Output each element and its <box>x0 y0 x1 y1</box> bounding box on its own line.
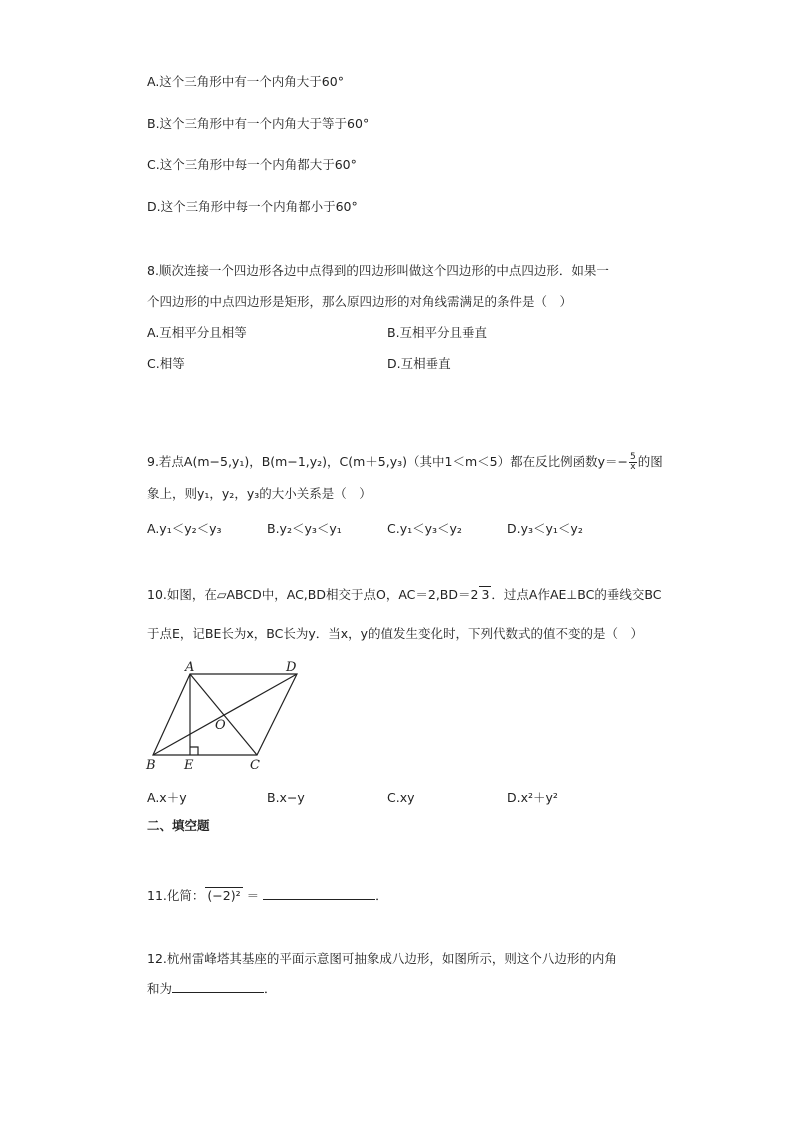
q10-sqrt: 3 <box>481 587 490 602</box>
q7-option-b: B.这个三角形中有一个内角大于等于60° <box>147 116 370 131</box>
q7-option-c: C.这个三角形中每一个内角都大于60° <box>147 157 357 172</box>
q10-stem-part2: ．过点A作AE⊥BC的垂线交BC <box>491 587 662 602</box>
q11-prefix: 11.化简： <box>147 888 205 903</box>
label-a: A <box>185 660 195 675</box>
q8-option-a: A.互相平分且相等 <box>147 325 247 340</box>
q12-stem-line2 <box>147 980 277 997</box>
label-d: D <box>286 660 297 675</box>
q11-radical: (−2)² <box>207 888 241 903</box>
q9-option-c: C.y₁＜y₃＜y₂ <box>387 521 462 536</box>
q10-stem-line1 <box>147 586 661 603</box>
q10-stem-part1: 10.如图，在▱ABCD中，AC,BD相交于点O，AC＝2,BD＝2 <box>147 587 479 602</box>
q8-option-b: B.互相平分且垂直 <box>387 325 488 340</box>
diagonal-ac <box>190 674 257 755</box>
q9-option-b: B.y₂＜y₃＜y₁ <box>267 521 342 536</box>
diagonal-bd <box>153 674 297 755</box>
q9-stem-part2: 的图 <box>637 454 663 469</box>
label-e: E <box>184 758 194 773</box>
q9-stem-part1: 9.若点A(m−5,y₁)，B(m−1,y₂)，C(m＋5,y₃)（其中1＜m＜5）都在反比例函数y＝− <box>147 454 628 469</box>
label-o: O <box>215 718 226 733</box>
q11-answer-blank[interactable] <box>263 887 375 900</box>
q7-option-d: D.这个三角形中每一个内角都小于60° <box>147 199 358 214</box>
q7-option-a: A.这个三角形中有一个内角大于60° <box>147 74 344 89</box>
q9-option-d: D.y₃＜y₁＜y₂ <box>507 521 583 536</box>
q9-fraction-numerator: 5 <box>629 452 636 462</box>
label-c: C <box>250 758 260 773</box>
q8-stem-line2: 个四边形的中点四边形是矩形，那么原四边形的对角线需满足的条件是（ ） <box>147 294 573 309</box>
q8-option-c: C.相等 <box>147 356 185 371</box>
q10-option-d: D.x²＋y² <box>507 790 558 805</box>
q10-option-a: A.x＋y <box>147 790 187 805</box>
q9-fraction-denominator: x <box>630 462 636 472</box>
q9-stem-line2: 象上，则y₁，y₂，y₃的大小关系是（ ） <box>147 486 372 501</box>
q8-stem-line1: 8.顺次连接一个四边形各边中点得到的四边形叫做这个四边形的中点四边形．如果一 <box>147 263 609 278</box>
parallelogram-figure <box>140 658 320 773</box>
q11-suffix: ． <box>375 888 388 903</box>
label-b: B <box>146 758 156 773</box>
q8-option-d: D.互相垂直 <box>387 356 451 371</box>
q10-option-b: B.x−y <box>267 790 305 805</box>
q12-stem-line1: 12.杭州雷峰塔其基座的平面示意图可抽象成八边形，如图所示，则这个八边形的内角 <box>147 951 617 966</box>
section-title: 二、填空题 <box>147 818 210 833</box>
q9-option-a: A.y₁＜y₂＜y₃ <box>147 521 222 536</box>
q10-stem-line2: 于点E，记BE长为x，BC长为y．当x，y的值发生变化时，下列代数式的值不变的是（ ） <box>147 626 644 641</box>
q11-line <box>147 887 388 904</box>
q10-option-c: C.xy <box>387 790 415 805</box>
q9-fraction <box>629 453 637 472</box>
q12-prefix: 和为 <box>147 981 173 996</box>
q12-suffix: ． <box>264 981 277 996</box>
q12-answer-blank[interactable] <box>172 980 264 993</box>
q11-equals: ＝ <box>246 888 260 903</box>
q9-stem-line1 <box>147 453 663 472</box>
right-angle-mark <box>190 747 198 755</box>
